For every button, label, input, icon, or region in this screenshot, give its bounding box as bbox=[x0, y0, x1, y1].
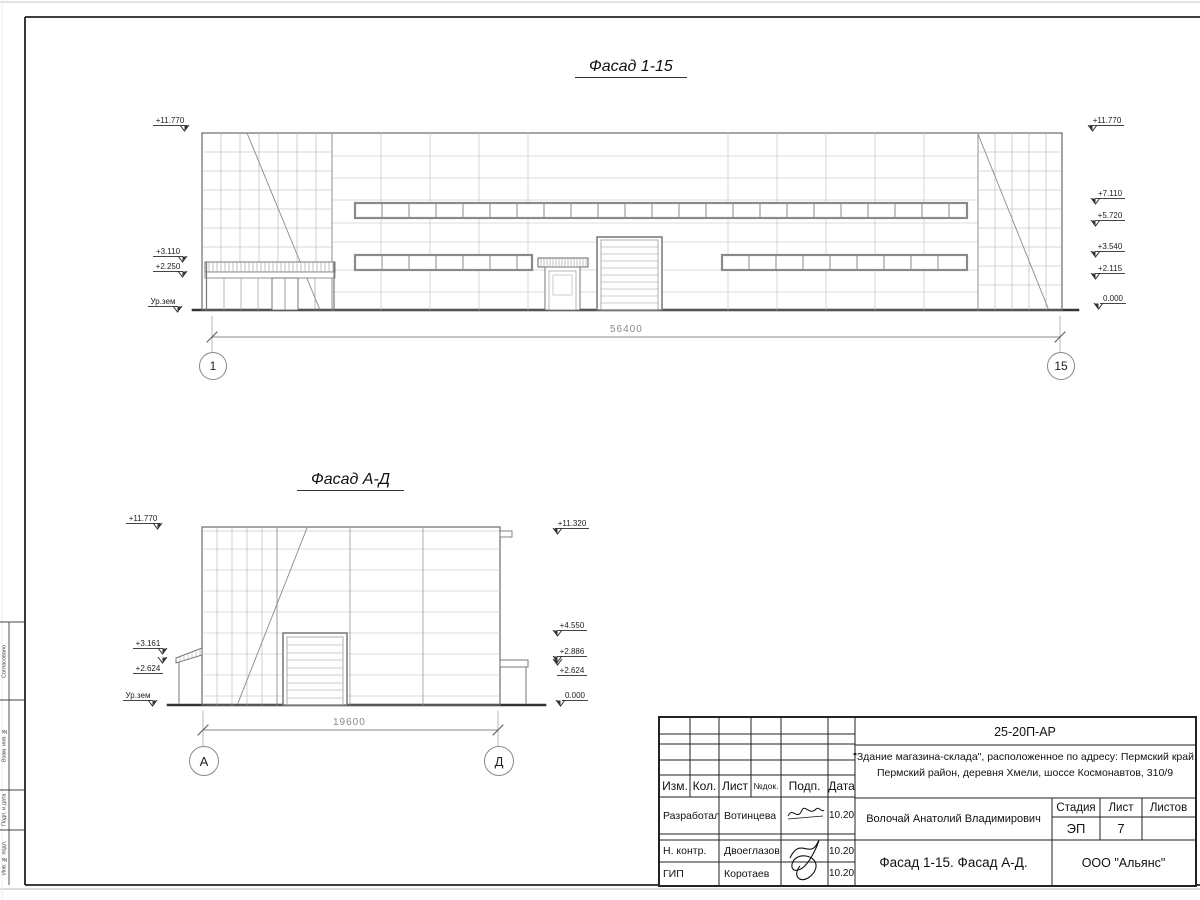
side-stamp-label: Взам. инв. № bbox=[1, 727, 8, 763]
level-mark-icon bbox=[179, 125, 190, 132]
project-address-line1: "Здание магазина-склада", расположенное по адресу: Пермский край, bbox=[853, 751, 1197, 763]
axis-marker-D: Д bbox=[484, 746, 514, 776]
row-role: Разработал bbox=[663, 809, 721, 822]
dimension-text: 56400 bbox=[610, 324, 643, 335]
axis-marker-15: 15 bbox=[1047, 352, 1075, 380]
elevation-mark: +11.320 bbox=[550, 519, 594, 529]
dimension-text: 19600 bbox=[333, 717, 366, 728]
row-role: ГИП bbox=[663, 867, 684, 880]
elevation-mark: +5.720 bbox=[1088, 211, 1132, 221]
row-name: Вотинцева bbox=[724, 809, 777, 822]
row-role: Н. контр. bbox=[663, 845, 707, 857]
signature-razrabotal bbox=[788, 808, 824, 816]
row-date: 10.20 bbox=[828, 810, 855, 821]
level-mark-icon bbox=[552, 630, 563, 637]
author-name: Волочай Анатолий Владимирович bbox=[866, 813, 1041, 825]
elevation-mark: +4.550 bbox=[550, 621, 594, 631]
col-header-kol: Кол. bbox=[692, 779, 717, 793]
elevation-mark: +2.250 bbox=[146, 262, 190, 272]
col-header-izm: Изм. bbox=[662, 779, 688, 793]
side-stamp-label: Подп. и дата bbox=[1, 793, 8, 827]
row-date: 10.20 bbox=[828, 845, 855, 857]
elevation-mark: 0.000 bbox=[1091, 294, 1135, 304]
level-mark-icon bbox=[172, 306, 183, 313]
facade1-title: Фасад 1-15 bbox=[575, 58, 687, 78]
elevation-mark: +3.110 bbox=[146, 247, 190, 257]
level-mark-icon bbox=[1090, 273, 1101, 280]
level-mark-icon bbox=[1087, 125, 1098, 132]
elevation-mark: +2.886 bbox=[550, 647, 594, 657]
side-stamp-label: Инв. № подл. bbox=[1, 840, 8, 875]
elevation-mark: 0.000 bbox=[553, 691, 597, 701]
level-mark-icon bbox=[157, 648, 168, 655]
elevation-mark-ground: Ур.зем bbox=[116, 691, 160, 701]
company-name: ООО "Альянс" bbox=[1081, 855, 1166, 870]
level-mark-icon bbox=[552, 659, 563, 666]
stage-value: ЭП bbox=[1066, 821, 1086, 836]
level-mark-icon bbox=[152, 523, 163, 530]
level-mark-icon bbox=[177, 271, 188, 278]
stage-label: Стадия bbox=[1056, 801, 1096, 814]
level-mark-icon bbox=[555, 700, 566, 707]
elevation-mark: +11.770 bbox=[148, 116, 192, 126]
level-mark-icon bbox=[1090, 220, 1101, 227]
axis-marker-A: А bbox=[189, 746, 219, 776]
elevation-mark: +11.770 bbox=[121, 514, 165, 524]
elevation-mark: +11.770 bbox=[1085, 116, 1129, 126]
project-code: 25-20П-АР bbox=[994, 724, 1056, 739]
col-header-list: Лист bbox=[721, 779, 749, 793]
axis-marker-1: 1 bbox=[199, 352, 227, 380]
level-mark-icon bbox=[552, 528, 563, 535]
elevation-mark-ground: Ур.зем bbox=[141, 297, 185, 307]
col-header-ndok: №док. bbox=[753, 781, 779, 791]
level-mark-icon bbox=[157, 657, 168, 664]
row-name: Двоеглазов bbox=[724, 845, 780, 857]
row-date: 10.20 bbox=[828, 868, 855, 879]
elevation-mark: +2.624 bbox=[550, 666, 594, 676]
signature-gip bbox=[790, 841, 819, 880]
sheets-label: Листов bbox=[1149, 801, 1188, 814]
elevation-mark: +3.540 bbox=[1088, 242, 1132, 252]
elevation-mark: +7.110 bbox=[1088, 189, 1132, 199]
col-header-podp: Подп. bbox=[788, 779, 821, 793]
level-mark-icon bbox=[147, 700, 158, 707]
side-stamp-label: Согласовано bbox=[1, 644, 8, 678]
elevation-mark: +2.115 bbox=[1088, 264, 1132, 274]
title-block bbox=[658, 716, 1197, 887]
level-mark-icon bbox=[1090, 251, 1101, 258]
col-header-data: Дата bbox=[828, 779, 855, 793]
drawing-title: Фасад 1-15. Фасад А-Д. bbox=[879, 855, 1028, 870]
sheet-label: Лист bbox=[1108, 801, 1134, 814]
level-mark-icon bbox=[1090, 198, 1101, 205]
project-address-line2: Пермский район, деревня Хмели, шоссе Космонавтов, 310/9 bbox=[876, 767, 1174, 779]
facade2-title: Фасад А-Д bbox=[297, 471, 404, 491]
row-name: Коротаев bbox=[724, 867, 770, 880]
level-mark-icon bbox=[1093, 303, 1104, 310]
sheet-number: 7 bbox=[1117, 821, 1125, 836]
elevation-mark: +2.624 bbox=[126, 664, 170, 674]
elevation-mark: +3.161 bbox=[126, 639, 170, 649]
